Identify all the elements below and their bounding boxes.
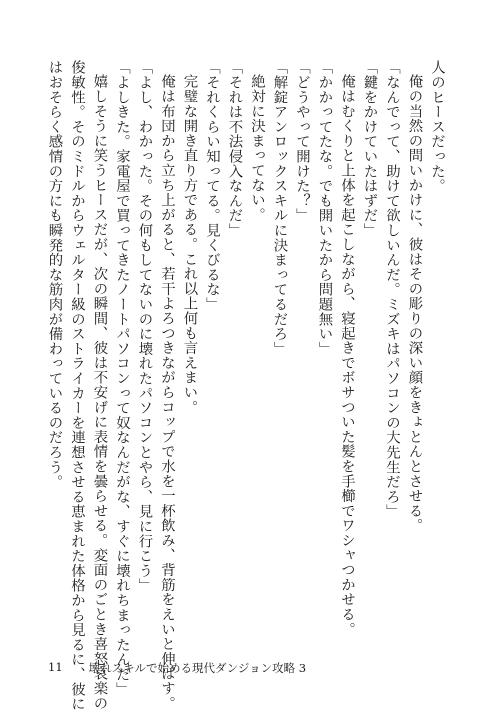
text-line: 「それは不法侵入なんだ」 bbox=[226, 60, 243, 238]
text-line: 人のヒースだった。 bbox=[429, 60, 445, 194]
page-footer bbox=[48, 660, 306, 676]
text-line: 「なんでって、助けて欲しいんだ。ミズキはパソコンの大先生だろ」 bbox=[384, 60, 400, 519]
text-line: 「かかってたな。でも開いたから問題無い」 bbox=[316, 60, 333, 356]
text-line: 俺は布団から立ち上がると、若干よろつきながらコップで水を一杯飲み、背筋をえいと伸ばす。 bbox=[159, 74, 175, 711]
text-line: 嬉しそうに笑うヒースだが、次の瞬間、彼は不安げに表情を曇らせる。変面のごとき喜怒哀楽の bbox=[91, 74, 108, 711]
text-line: 絶対に決まってない。 bbox=[249, 74, 265, 223]
text-line: 「解錠アンロックスキルに決まってるだろ」 bbox=[271, 60, 288, 356]
text-line: 「よし、わかった。その何もしてないのに壊れたパソコンとやら、見に行こう」 bbox=[136, 60, 153, 593]
text-line: はおそらく感情の方にも瞬発的な筋肉が備わっているのだろう。 bbox=[46, 60, 63, 490]
text-line: 俺の当然の問いかけに、彼はその彫りの深い顔をきょとんとさせる。 bbox=[406, 74, 423, 534]
text-line: 「鍵をかけていたはずだ」 bbox=[361, 60, 378, 238]
text-line: 「それくらい知ってる。見くびるな」 bbox=[204, 60, 220, 312]
text-line: 俊敏性。そのミドルからウェルター級のストライカーを連想させる恵まれた体格から見るに、彼に bbox=[69, 60, 85, 711]
book-title: 壊れスキルで始める現代ダンジョン攻略 3 bbox=[88, 661, 307, 675]
page-number: 11 bbox=[48, 660, 63, 674]
text-line: 俺はむくりと上体を起こしながら、寝起きでボサついた髪を手櫛でワシャつかせる。 bbox=[339, 74, 355, 637]
text-line: 「よしきた。家電屋で買ってきたノートパソコンって奴なんだがな、すぐに壊れちまったんだ」 bbox=[114, 60, 130, 697]
text-line: 完璧な開き直り方である。これ以上何も言えまい。 bbox=[181, 74, 198, 415]
text-line: 「どうやって開けた？」 bbox=[294, 60, 310, 223]
